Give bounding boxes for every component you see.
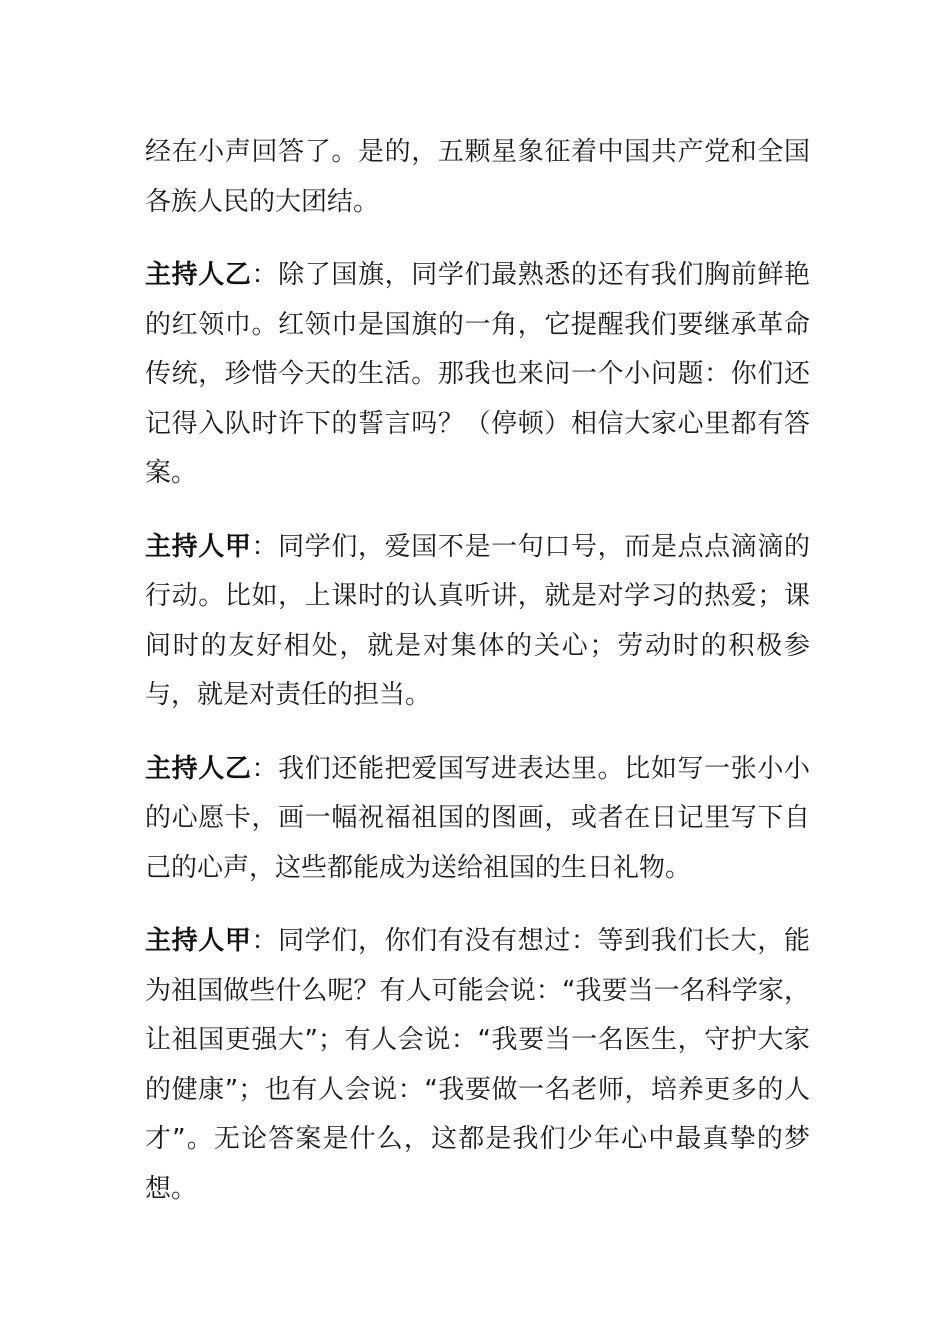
paragraph-text: 经在小声回答了。是的，五颗星象征着中国共产党和全国各族人民的大团结。 [145,137,810,217]
paragraph-continuation [145,128,810,227]
paragraph-host-b [145,251,810,499]
speaker-label: 主持人甲 [145,531,252,562]
speaker-label: 主持人乙 [145,260,252,290]
paragraph-text: ：同学们，你们有没有想过：等到我们长大，能为祖国做些什么呢？有人可能会说：“我要当一名科学家，让祖国更强大”；有人会说：“我要当一名医生，守护大家的健康”；也有人会说：“我要做一名老师，培养更多的人才”。无论答案是什么，这都是我们少年心中最真挚的梦想。 [145,926,810,1204]
speaker-label: 主持人乙 [145,753,252,784]
speaker-label: 主持人甲 [145,926,252,956]
paragraph-host-a [145,523,810,721]
paragraph-text: ：除了国旗，同学们最熟悉的还有我们胸前鲜艳的红领巾。红领巾是国旗的一角，它提醒我们要继承革命传统，珍惜今天的生活。那我也来问一个小问题：你们还记得入队时许下的誓言吗？（停顿）相信大家心里都有答案。 [145,260,810,488]
paragraph-text: ：我们还能把爱国写进表达里。比如写一张小小的心愿卡，画一幅祝福祖国的图画，或者在日记里写下自己的心声，这些都能成为送给祖国的生日礼物。 [145,753,810,883]
paragraph-host-b [145,745,810,894]
paragraph-host-a [145,917,810,1214]
paragraph-text: ：同学们，爱国不是一句口号，而是点点滴滴的行动。比如，上课时的认真听讲，就是对学习的热爱；课间时的友好相处，就是对集体的关心；劳动时的积极参与，就是对责任的担当。 [145,531,810,710]
document-body [145,128,810,1238]
